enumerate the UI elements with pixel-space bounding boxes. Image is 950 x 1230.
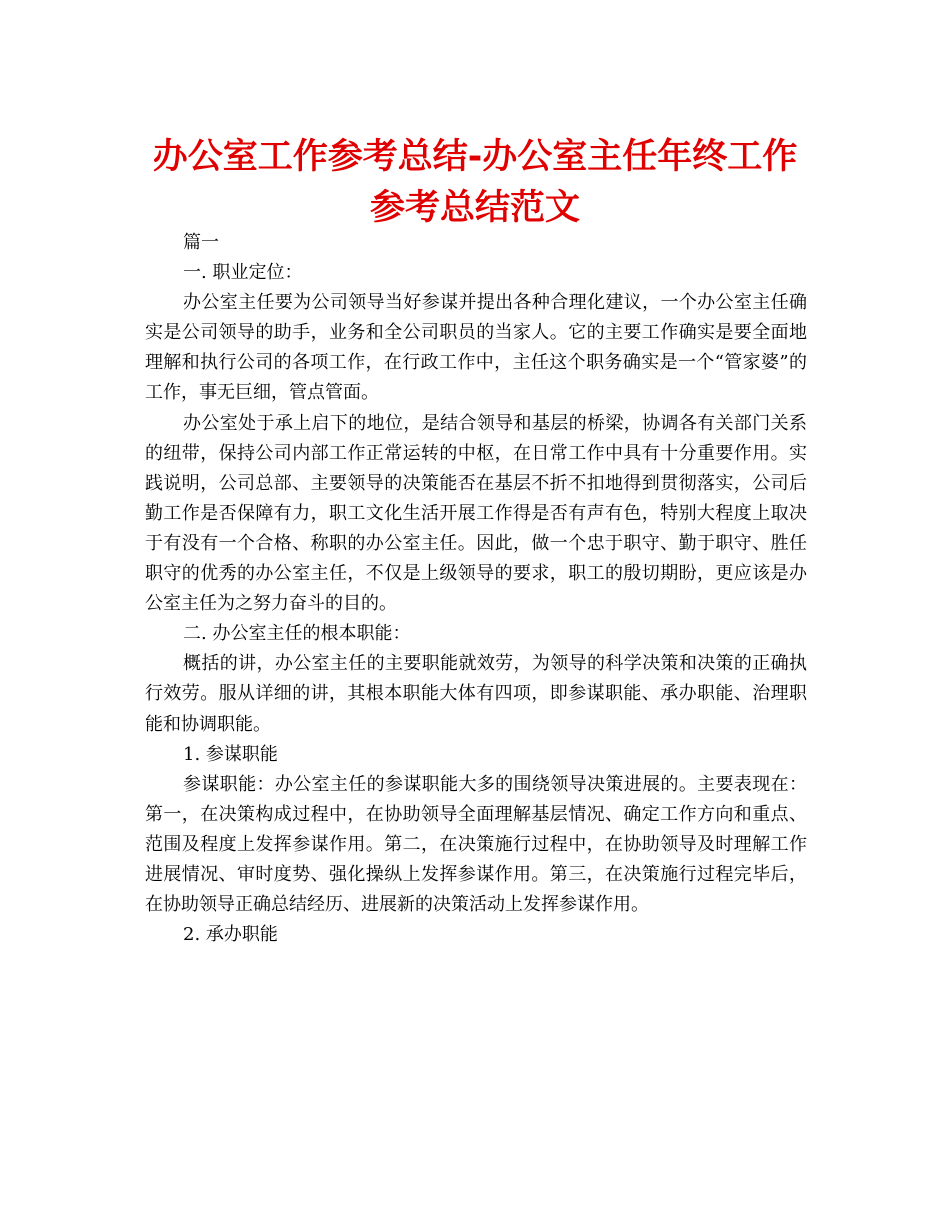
document-body: [145, 228, 807, 950]
section-heading: 二. 办公室主任的根本职能：: [183, 623, 411, 645]
paragraph: 参谋职能：办公室主任的参谋职能大多的围绕领导决策进展的。主要表现在：第一，在决策构成过程中，在协助领导全面理解基层情况、确定工作方向和重点、范围及程度上发挥参谋作用。第二，在决策施行过程中，在协助领导及时理解工作进展情况、审时度势、强化操纵上发挥参谋作用。第三，在决策施行过程完毕后，在协助领导正确总结经历、进展新的决策活动上发挥参谋作用。: [145, 773, 807, 916]
subsection-heading: 2. 承办职能: [183, 924, 278, 946]
paragraph: 办公室主任要为公司领导当好参谋并提出各种合理化建议，一个办公室主任确实是公司领导的助手，业务和全公司职员的当家人。它的主要工作确实是要全面地理解和执行公司的各项工作，在行政工作中，主任这个职务确实是一个“管家婆”的工作，事无巨细，管点管面。: [145, 292, 807, 404]
document-title: 办公室工作参考总结-办公室主任年终工作参考总结范文: [152, 137, 798, 228]
paragraph: 概括的讲，办公室主任的主要职能就效劳，为领导的科学决策和决策的正确执行效劳。服从详细的讲，其根本职能大体有四项，即参谋职能、承办职能、治理职能和协调职能。: [145, 653, 807, 735]
subsection-heading: 1. 参谋职能: [183, 743, 278, 765]
section-heading: 一. 职业定位：: [183, 262, 303, 284]
section-label: 篇一: [183, 232, 219, 253]
paragraph: 办公室处于承上启下的地位，是结合领导和基层的桥梁，协调各有关部门关系的纽带，保持公司内部工作正常运转的中枢，在日常工作中具有十分重要作用。实践说明，公司总部、主要领导的决策能否在基层不折不扣地得到贯彻落实，公司后勤工作是否保障有力，职工文化生活开展工作得是否有声有色，特别大程度上取决于有没有一个合格、称职的办公室主任。因此，做一个忠于职守、勤于职守、胜任职守的优秀的办公室主任，不仅是上级领导的要求，职工的殷切期盼，更应该是办公室主任为之努力奋斗的目的。: [145, 412, 807, 615]
